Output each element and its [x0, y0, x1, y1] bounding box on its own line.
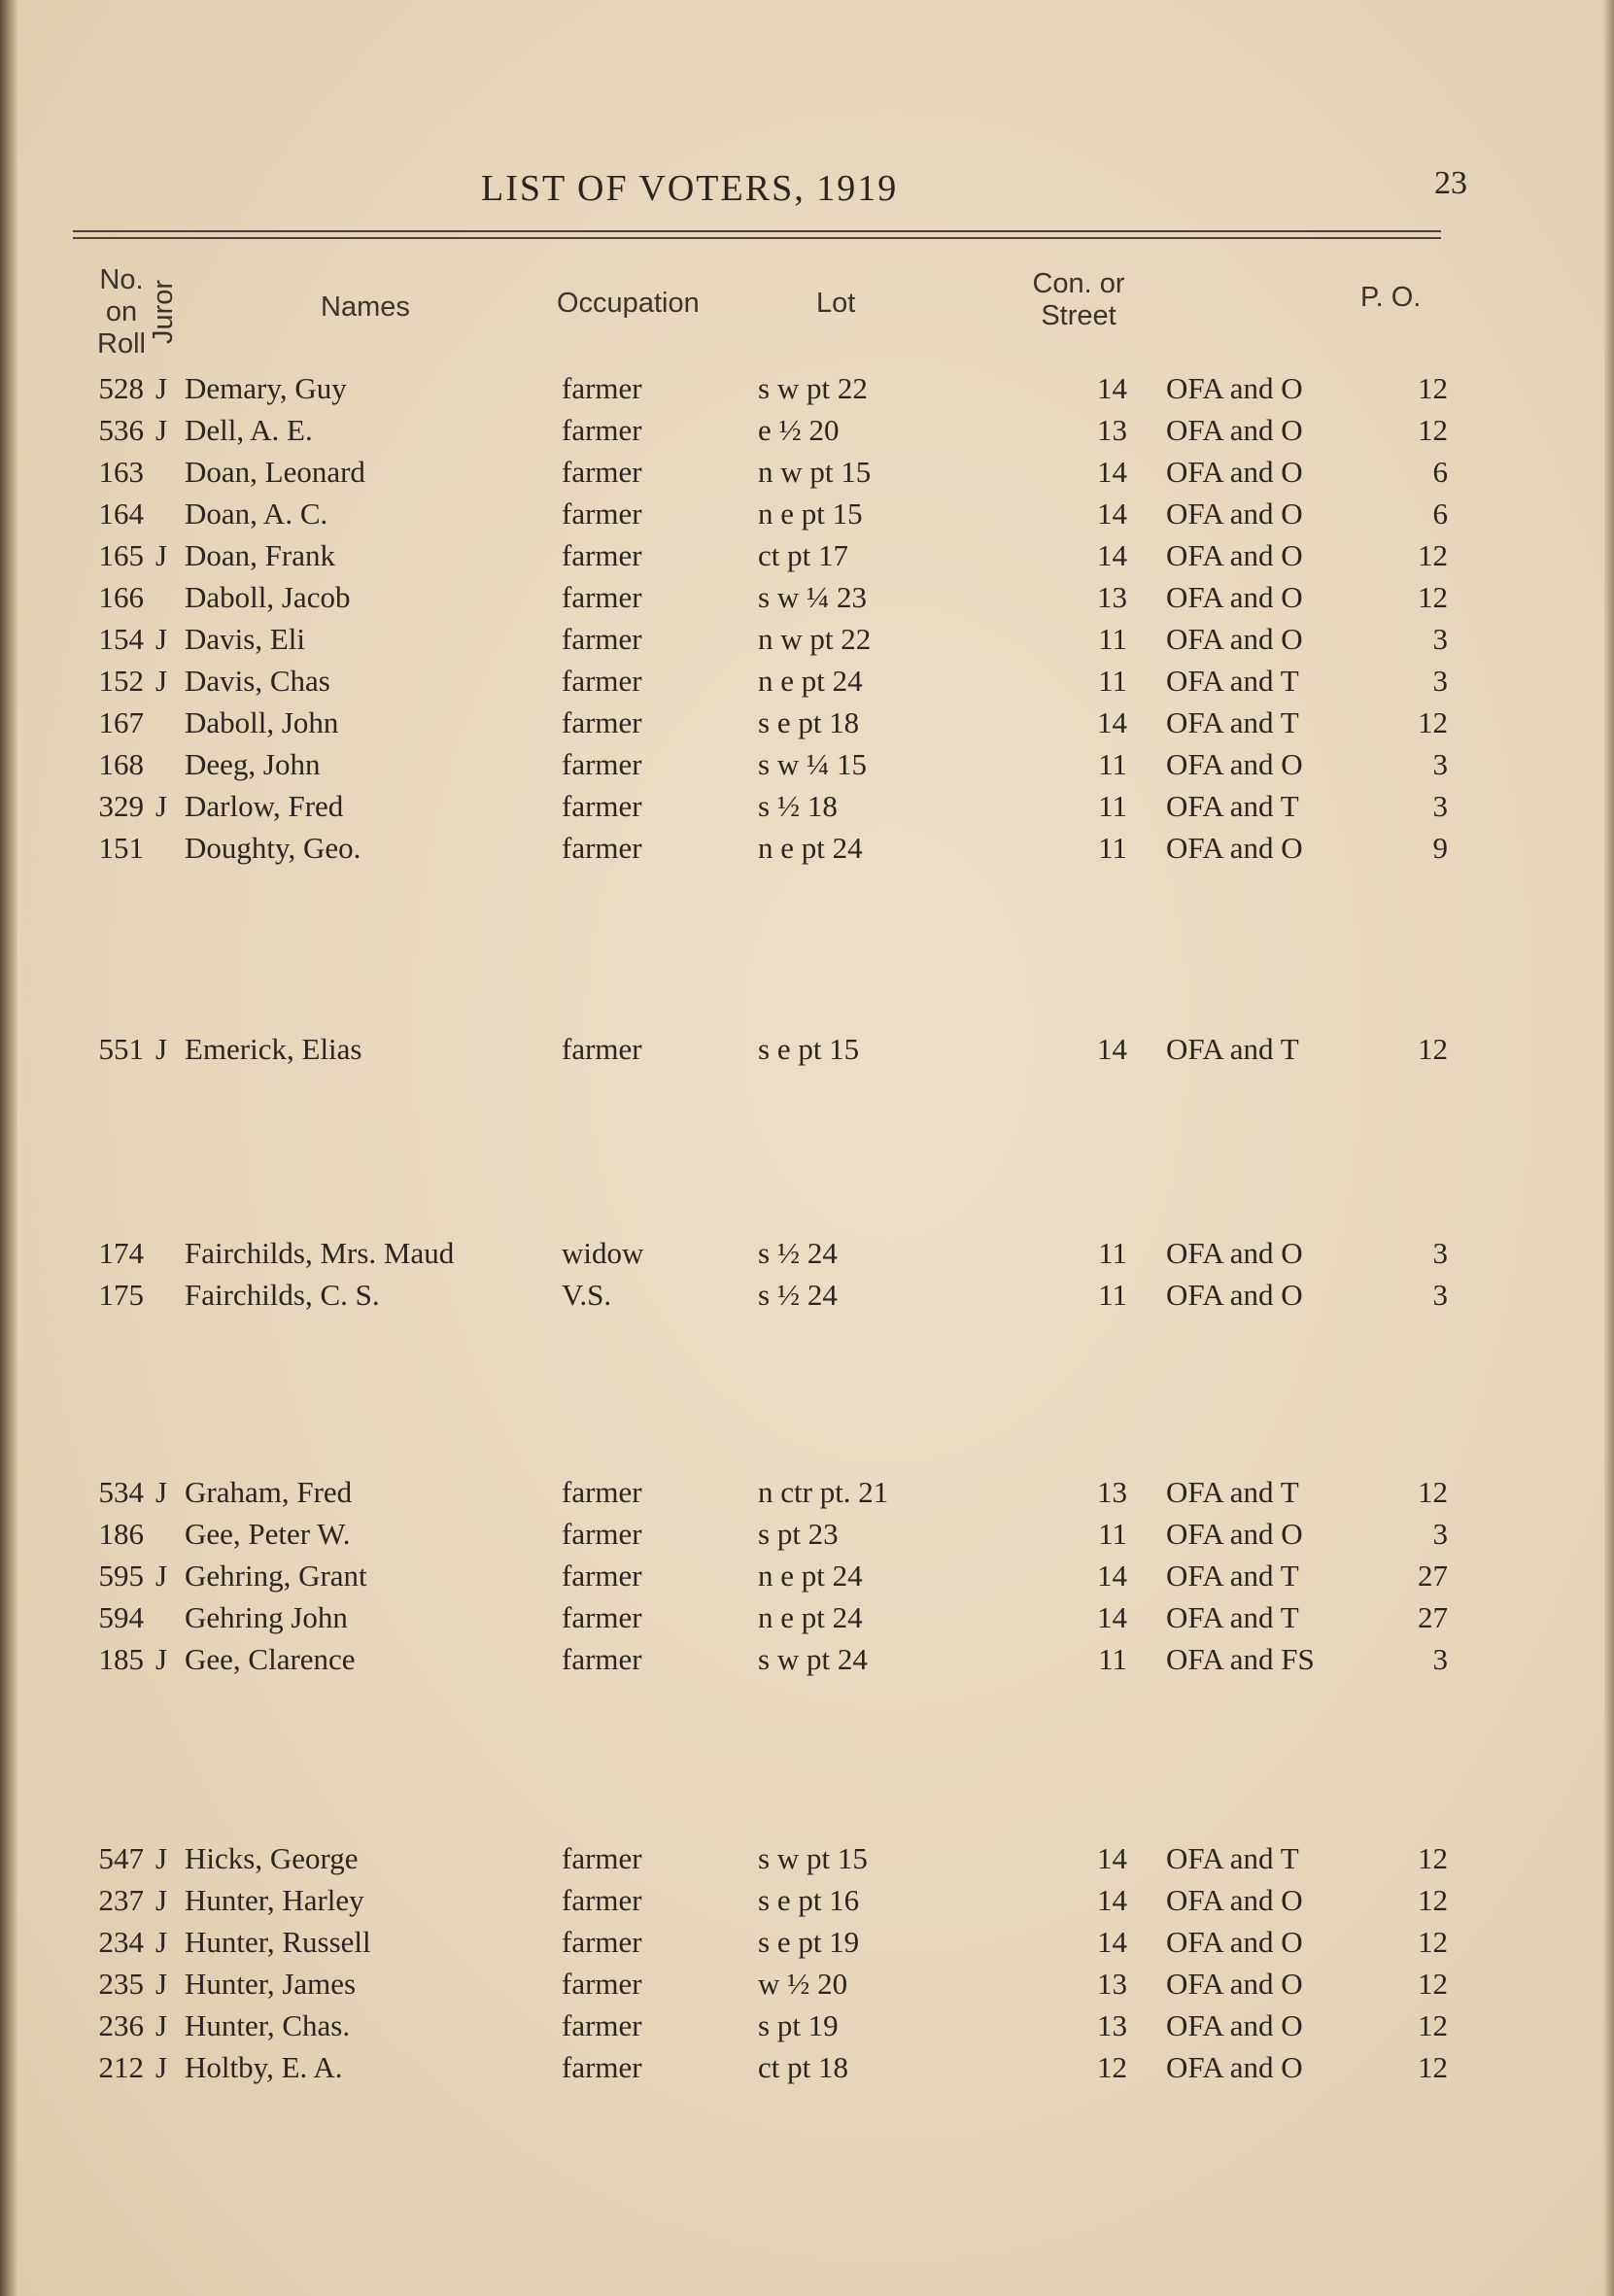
roll-number: 174 — [98, 1236, 144, 1270]
post-office-number: 3 — [1432, 622, 1448, 656]
table-row — [0, 1236, 1614, 1275]
lot: ct pt 17 — [758, 538, 848, 572]
post-office: OFA and O — [1166, 371, 1303, 405]
post-office: OFA and FS — [1166, 1642, 1315, 1676]
voter-name: Hunter, Russell — [185, 1925, 371, 1959]
lot: n ctr pt. 21 — [758, 1475, 889, 1509]
table-row — [0, 1600, 1614, 1639]
post-office-number: 9 — [1432, 831, 1448, 865]
roll-number: 166 — [98, 580, 144, 614]
juror-mark: J — [155, 1967, 168, 2001]
occupation: farmer — [562, 1883, 642, 1917]
post-office-number: 12 — [1418, 1841, 1448, 1875]
roll-number: 237 — [98, 1883, 144, 1917]
concession-or-street: 13 — [1097, 580, 1127, 614]
post-office-number: 12 — [1418, 2008, 1448, 2042]
occupation: farmer — [562, 371, 642, 405]
post-office-number: 3 — [1432, 1236, 1448, 1270]
concession-or-street: 14 — [1097, 538, 1127, 572]
voter-name: Doan, A. C. — [185, 497, 328, 531]
occupation: farmer — [562, 1642, 642, 1676]
lot: ct pt 18 — [758, 2050, 848, 2084]
table-row — [0, 538, 1614, 577]
post-office: OFA and O — [1166, 1925, 1303, 1959]
concession-or-street: 14 — [1097, 371, 1127, 405]
juror-mark: J — [155, 1883, 168, 1917]
juror-mark: J — [155, 371, 168, 405]
juror-mark: J — [155, 1642, 168, 1676]
lot: w ½ 20 — [758, 1967, 848, 2001]
voter-name: Hunter, James — [185, 1967, 357, 2001]
voter-name: Doan, Frank — [185, 538, 335, 572]
occupation: farmer — [562, 664, 642, 698]
post-office-number: 3 — [1432, 1642, 1448, 1676]
voter-name: Doan, Leonard — [185, 455, 365, 489]
table-row — [0, 1967, 1614, 2005]
post-office-number: 12 — [1418, 2050, 1448, 2084]
post-office: OFA and O — [1166, 455, 1303, 489]
voter-name: Gee, Clarence — [185, 1642, 356, 1676]
lot: s ½ 24 — [758, 1278, 838, 1312]
concession-or-street: 14 — [1097, 1925, 1127, 1959]
post-office: OFA and O — [1166, 538, 1303, 572]
juror-mark: J — [155, 1475, 168, 1509]
header-no-line1: No. — [99, 264, 144, 295]
post-office-number: 12 — [1418, 1967, 1448, 2001]
voter-name: Doughty, Geo. — [185, 831, 361, 865]
voter-name: Dell, A. E. — [185, 413, 313, 447]
table-row — [0, 831, 1614, 870]
table-row — [0, 1517, 1614, 1556]
concession-or-street: 14 — [1097, 497, 1127, 531]
post-office: OFA and T — [1166, 1032, 1299, 1066]
concession-or-street: 14 — [1097, 1032, 1127, 1066]
concession-or-street: 14 — [1097, 1600, 1127, 1634]
occupation: farmer — [562, 1925, 642, 1959]
roll-number: 534 — [98, 1475, 144, 1509]
table-row — [0, 1883, 1614, 1922]
voter-name: Daboll, Jacob — [185, 580, 351, 614]
post-office-number: 27 — [1418, 1600, 1448, 1634]
juror-mark: J — [155, 2008, 168, 2042]
voter-name: Graham, Fred — [185, 1475, 353, 1509]
table-row — [0, 497, 1614, 535]
table-row — [0, 1475, 1614, 1514]
juror-mark: J — [155, 1559, 168, 1593]
voter-name: Gehring John — [185, 1600, 348, 1634]
table-row — [0, 1642, 1614, 1681]
concession-or-street: 11 — [1098, 622, 1127, 656]
table-row — [0, 747, 1614, 786]
header-con-line1: Con. or — [1032, 268, 1125, 299]
table-row — [0, 1925, 1614, 1964]
header-con-line2: Street — [1041, 300, 1116, 331]
table-row — [0, 371, 1614, 410]
lot: s pt 19 — [758, 2008, 839, 2042]
lot: s e pt 16 — [758, 1883, 860, 1917]
occupation: V.S. — [562, 1278, 612, 1312]
occupation: farmer — [562, 622, 642, 656]
table-row — [0, 1032, 1614, 1071]
concession-or-street: 11 — [1098, 1517, 1127, 1551]
concession-or-street: 13 — [1097, 2008, 1127, 2042]
table-row — [0, 455, 1614, 494]
voter-name: Darlow, Fred — [185, 789, 344, 823]
voter-name: Gehring, Grant — [185, 1559, 367, 1593]
lot: s ½ 18 — [758, 789, 838, 823]
juror-mark: J — [155, 1841, 168, 1875]
post-office: OFA and T — [1166, 1559, 1299, 1593]
occupation: farmer — [562, 1475, 642, 1509]
concession-or-street: 11 — [1098, 1642, 1127, 1676]
concession-or-street: 13 — [1097, 1475, 1127, 1509]
lot: s e pt 15 — [758, 1032, 860, 1066]
voter-name: Hunter, Harley — [185, 1883, 364, 1917]
post-office-number: 12 — [1418, 1925, 1448, 1959]
post-office: OFA and T — [1166, 1600, 1299, 1634]
occupation: farmer — [562, 413, 642, 447]
header-no-line3: Roll — [97, 328, 146, 360]
voter-name: Fairchilds, C. S. — [185, 1278, 380, 1312]
juror-mark: J — [155, 2050, 168, 2084]
table-row — [0, 1278, 1614, 1317]
post-office: OFA and T — [1166, 664, 1299, 698]
post-office: OFA and O — [1166, 1883, 1303, 1917]
concession-or-street: 11 — [1098, 664, 1127, 698]
post-office-number: 12 — [1418, 705, 1448, 739]
post-office-number: 3 — [1432, 789, 1448, 823]
occupation: farmer — [562, 455, 642, 489]
table-row — [0, 622, 1614, 661]
post-office-number: 6 — [1432, 455, 1448, 489]
occupation: farmer — [562, 1032, 642, 1066]
concession-or-street: 11 — [1098, 789, 1127, 823]
lot: s ½ 24 — [758, 1236, 838, 1270]
lot: s w pt 15 — [758, 1841, 868, 1875]
occupation: farmer — [562, 1841, 642, 1875]
occupation: farmer — [562, 1517, 642, 1551]
table-row — [0, 789, 1614, 828]
post-office: OFA and T — [1166, 1841, 1299, 1875]
post-office: OFA and O — [1166, 1517, 1303, 1551]
lot: n w pt 22 — [758, 622, 872, 656]
post-office: OFA and O — [1166, 1278, 1303, 1312]
roll-number: 168 — [98, 747, 144, 781]
post-office-number: 3 — [1432, 1517, 1448, 1551]
lot: n e pt 24 — [758, 664, 863, 698]
roll-number: 536 — [98, 413, 144, 447]
post-office: OFA and O — [1166, 1967, 1303, 2001]
page-number: 23 — [1434, 165, 1467, 201]
occupation: farmer — [562, 1600, 642, 1634]
occupation: farmer — [562, 538, 642, 572]
juror-mark: J — [155, 664, 168, 698]
concession-or-street: 14 — [1097, 705, 1127, 739]
concession-or-street: 14 — [1097, 1841, 1127, 1875]
lot: s w ¼ 23 — [758, 580, 867, 614]
post-office: OFA and O — [1166, 747, 1303, 781]
lot: n e pt 15 — [758, 497, 863, 531]
lot: e ½ 20 — [758, 413, 840, 447]
roll-number: 528 — [98, 371, 144, 405]
post-office: OFA and T — [1166, 789, 1299, 823]
post-office-number: 12 — [1418, 1032, 1448, 1066]
concession-or-street: 11 — [1098, 1278, 1127, 1312]
occupation: farmer — [562, 831, 642, 865]
concession-or-street: 14 — [1097, 1559, 1127, 1593]
page-title: LIST OF VOTERS, 1919 — [481, 168, 899, 209]
voter-name: Gee, Peter W. — [185, 1517, 351, 1551]
concession-or-street: 11 — [1098, 747, 1127, 781]
lot: s w ¼ 15 — [758, 747, 867, 781]
occupation: farmer — [562, 747, 642, 781]
post-office: OFA and O — [1166, 1236, 1303, 1270]
juror-mark: J — [155, 622, 168, 656]
post-office-number: 3 — [1432, 747, 1448, 781]
lot: n e pt 24 — [758, 831, 863, 865]
post-office: OFA and T — [1166, 1475, 1299, 1509]
lot: s e pt 18 — [758, 705, 860, 739]
roll-number: 167 — [98, 705, 144, 739]
post-office: OFA and O — [1166, 2050, 1303, 2084]
roll-number: 236 — [98, 2008, 144, 2042]
voter-name: Davis, Eli — [185, 622, 305, 656]
lot: n e pt 24 — [758, 1559, 863, 1593]
occupation: farmer — [562, 1559, 642, 1593]
lot: n e pt 24 — [758, 1600, 863, 1634]
roll-number: 212 — [98, 2050, 144, 2084]
roll-number: 594 — [98, 1600, 144, 1634]
concession-or-street: 11 — [1098, 1236, 1127, 1270]
roll-number: 235 — [98, 1967, 144, 2001]
column-header-juror: Juror — [148, 279, 179, 345]
post-office: OFA and O — [1166, 413, 1303, 447]
lot: n w pt 15 — [758, 455, 872, 489]
table-row — [0, 580, 1614, 619]
voter-name: Hunter, Chas. — [185, 2008, 351, 2042]
voter-name: Deeg, John — [185, 747, 321, 781]
post-office-number: 12 — [1418, 580, 1448, 614]
post-office-number: 12 — [1418, 1883, 1448, 1917]
post-office: OFA and O — [1166, 497, 1303, 531]
lot: s w pt 22 — [758, 371, 868, 405]
table-row — [0, 705, 1614, 744]
post-office: OFA and O — [1166, 622, 1303, 656]
juror-mark: J — [155, 413, 168, 447]
lot: s pt 23 — [758, 1517, 839, 1551]
roll-number: 595 — [98, 1559, 144, 1593]
concession-or-street: 12 — [1097, 2050, 1127, 2084]
occupation: farmer — [562, 580, 642, 614]
roll-number: 152 — [98, 664, 144, 698]
post-office-number: 3 — [1432, 1278, 1448, 1312]
table-row — [0, 1559, 1614, 1597]
roll-number: 175 — [98, 1278, 144, 1312]
post-office-number: 27 — [1418, 1559, 1448, 1593]
roll-number: 547 — [98, 1841, 144, 1875]
occupation: farmer — [562, 2050, 642, 2084]
table-row — [0, 664, 1614, 703]
post-office-number: 12 — [1418, 1475, 1448, 1509]
voter-name: Fairchilds, Mrs. Maud — [185, 1236, 455, 1270]
concession-or-street: 13 — [1097, 1967, 1127, 2001]
juror-mark: J — [155, 1032, 168, 1066]
post-office-number: 12 — [1418, 538, 1448, 572]
roll-number: 163 — [98, 455, 144, 489]
concession-or-street: 11 — [1098, 831, 1127, 865]
column-header-po: P. O. — [1360, 282, 1422, 313]
voter-name: Daboll, John — [185, 705, 339, 739]
post-office-number: 3 — [1432, 664, 1448, 698]
lot: s w pt 24 — [758, 1642, 868, 1676]
table-row — [0, 2050, 1614, 2089]
occupation: farmer — [562, 789, 642, 823]
post-office-number: 12 — [1418, 413, 1448, 447]
occupation: farmer — [562, 705, 642, 739]
post-office: OFA and O — [1166, 2008, 1303, 2042]
post-office-number: 6 — [1432, 497, 1448, 531]
roll-number: 165 — [98, 538, 144, 572]
juror-mark: J — [155, 538, 168, 572]
concession-or-street: 13 — [1097, 413, 1127, 447]
roll-number: 186 — [98, 1517, 144, 1551]
roll-number: 329 — [98, 789, 144, 823]
juror-mark: J — [155, 789, 168, 823]
post-office: OFA and O — [1166, 580, 1303, 614]
table-row — [0, 2008, 1614, 2047]
voter-name: Davis, Chas — [185, 664, 330, 698]
post-office: OFA and O — [1166, 831, 1303, 865]
voter-name: Hicks, George — [185, 1841, 359, 1875]
column-header-occupation: Occupation — [557, 288, 700, 319]
juror-mark: J — [155, 1925, 168, 1959]
occupation: farmer — [562, 1967, 642, 2001]
column-header-lot: Lot — [816, 288, 856, 319]
voter-name: Demary, Guy — [185, 371, 347, 405]
occupation: farmer — [562, 2008, 642, 2042]
concession-or-street: 14 — [1097, 1883, 1127, 1917]
occupation: farmer — [562, 497, 642, 531]
occupation: widow — [562, 1236, 644, 1270]
column-header-names: Names — [321, 291, 410, 323]
roll-number: 551 — [98, 1032, 144, 1066]
lot: s e pt 19 — [758, 1925, 860, 1959]
concession-or-street: 14 — [1097, 455, 1127, 489]
roll-number: 185 — [98, 1642, 144, 1676]
roll-number: 151 — [98, 831, 144, 865]
post-office: OFA and T — [1166, 705, 1299, 739]
table-row — [0, 1841, 1614, 1880]
roll-number: 234 — [98, 1925, 144, 1959]
roll-number: 154 — [98, 622, 144, 656]
voter-name: Emerick, Elias — [185, 1032, 362, 1066]
table-row — [0, 413, 1614, 452]
roll-number: 164 — [98, 497, 144, 531]
voter-name: Holtby, E. A. — [185, 2050, 343, 2084]
header-no-line2: on — [105, 296, 138, 327]
post-office-number: 12 — [1418, 371, 1448, 405]
